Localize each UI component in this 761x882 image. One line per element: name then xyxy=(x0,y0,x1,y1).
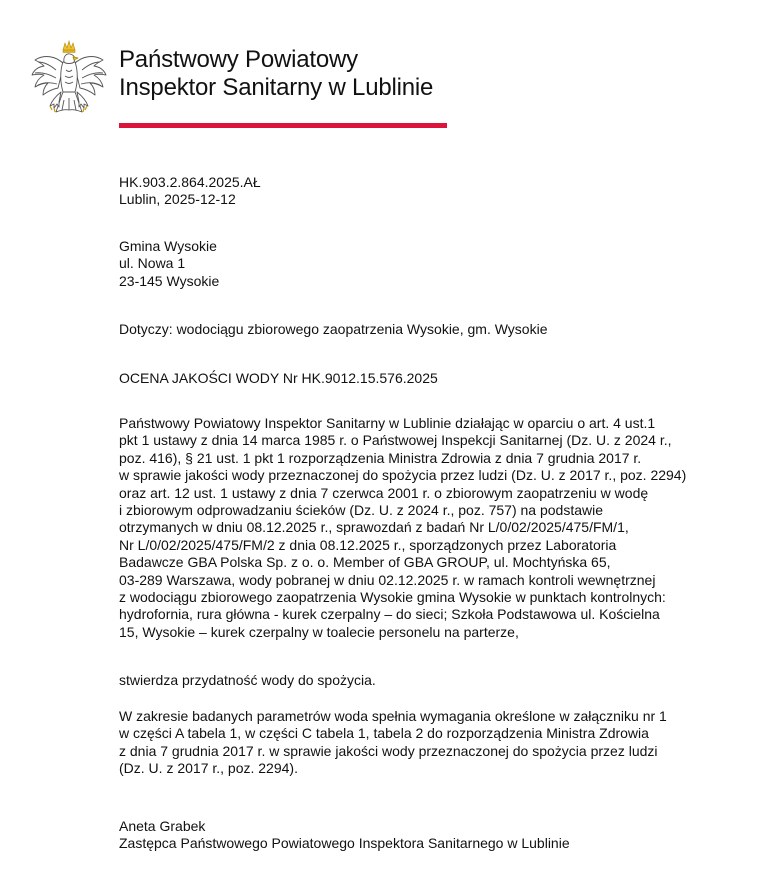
paragraph-line: w części A tabela 1, w części C tabela 1, tabela 2 do rozporządzenia Ministra Zdrowia xyxy=(119,725,649,742)
paragraph-line: oraz art. 12 ust. 1 ustawy z dnia 7 czerwca 2001 r. o zbiorowym zaopatrzeniu w wodę xyxy=(119,484,649,501)
subject-text: Dotyczy: wodociągu zbiorowego zaopatrzenia Wysokie, gm. Wysokie xyxy=(119,321,548,337)
paragraph-line: Badawcze GBA Polska Sp. z o. o. Member of GBA GROUP, ul. Mochtyńska 65, xyxy=(119,554,611,571)
document-title xyxy=(119,370,438,387)
conclusion-text: stwierdza przydatność wody do spożycia. xyxy=(119,672,376,688)
title-text: OCENA JAKOŚCI WODY Nr HK.9012.15.576.2025 xyxy=(119,370,438,386)
signatory-name: Aneta Grabek xyxy=(119,818,206,834)
document-meta xyxy=(119,174,261,209)
paragraph-line: (Dz. U. z 2017 r., poz. 2294). xyxy=(119,760,298,777)
signature-block xyxy=(119,818,570,853)
paragraph-line: poz. 416), § 21 ust. 1 pkt 1 rozporządzenia Ministra Zdrowia z dnia 7 grudnia 2017 r. xyxy=(119,449,642,466)
paragraph-line: 03-289 Warszawa, wody pobranej w dniu 02.12.2025 r. w ramach kontroli wewnętrznej xyxy=(119,571,656,588)
recipient-address xyxy=(119,238,219,290)
crown-icon xyxy=(63,41,75,53)
paragraph-line: Nr L/0/02/2025/475/FM/2 z dnia 08.12.2025 r., sporządzonych przez Laboratoria xyxy=(119,536,617,553)
paragraph-line: z wodociągu zbiorowego zaopatrzenia Wysokie gmina Wysokie w punktach kontrolnych: xyxy=(119,589,666,606)
recipient-street: ul. Nowa 1 xyxy=(119,255,186,272)
national-colors-bar xyxy=(119,120,447,128)
paragraph-line: Państwowy Powiatowy Inspektor Sanitarny w Lublinie działając w oparciu o art. 4 ust.1 xyxy=(119,415,656,431)
letterhead xyxy=(30,40,450,130)
polish-eagle-emblem-icon xyxy=(30,40,108,124)
signatory-role: Zastępca Państwowego Powiatowego Inspektora Sanitarnego w Lublinie xyxy=(119,835,570,852)
flag-red-stripe xyxy=(119,123,447,128)
legal-basis-paragraph xyxy=(119,415,686,641)
organization-name xyxy=(119,46,433,102)
paragraph-line: W zakresie badanych parametrów woda spełnia wymagania określone w załączniku nr 1 xyxy=(119,708,667,724)
conclusion xyxy=(119,672,376,689)
reference-number: HK.903.2.864.2025.AŁ xyxy=(119,174,261,190)
organization-name-line2: Inspektor Sanitarny w Lublinie xyxy=(119,74,434,101)
paragraph-line: z dnia 7 grudnia 2017 r. w sprawie jakości wody przeznaczonej do spożycia przez ludzi xyxy=(119,742,658,759)
organization-name-line1: Państwowy Powiatowy xyxy=(119,46,358,73)
paragraph-line: i zbiorowym odprowadzaniu ścieków (Dz. U. z 2024 r., poz. 757) na podstawie xyxy=(119,502,604,519)
subject-line xyxy=(119,321,548,338)
paragraph-line: hydrofornia, rura główna - kurek czerpalny – do sieci; Szkoła Podstawowa ul. Kościelna xyxy=(119,606,660,623)
recipient-name: Gmina Wysokie xyxy=(119,238,217,254)
place-and-date: Lublin, 2025-12-12 xyxy=(119,191,236,208)
scope-paragraph xyxy=(119,708,667,778)
paragraph-line: pkt 1 ustawy z dnia 14 marca 1985 r. o Państwowej Inspekcji Sanitarnej (Dz. U. z 2024 r., xyxy=(119,432,672,449)
paragraph-line: otrzymanych w dniu 08.12.2025 r., sprawozdań z badań Nr L/0/02/2025/475/FM/1, xyxy=(119,519,629,536)
paragraph-line: w sprawie jakości wody przeznaczonej do spożycia przez ludzi (Dz. U. z 2017 r., poz. 2294) xyxy=(119,467,687,484)
paragraph-line: 15, Wysokie – kurek czerpalny w toalecie personelu na parterze, xyxy=(119,623,519,640)
recipient-postal-city: 23-145 Wysokie xyxy=(119,272,220,289)
